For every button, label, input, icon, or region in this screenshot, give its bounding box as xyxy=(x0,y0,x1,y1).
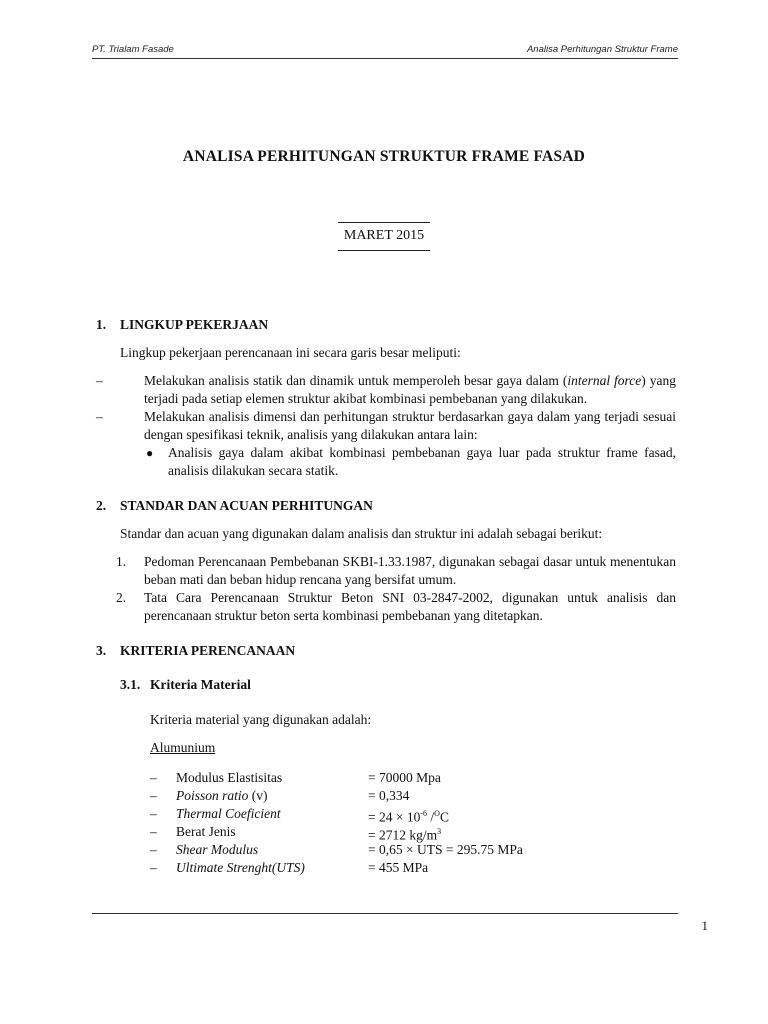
property-name: Modulus Elastisitas xyxy=(176,770,283,785)
property-value: = 455 MPa xyxy=(368,860,429,875)
dash-marker: – xyxy=(150,770,157,785)
subsection-number: 3.1. xyxy=(120,677,141,692)
property-name: Thermal Coeficient xyxy=(176,806,281,821)
property-value xyxy=(368,805,449,823)
list-item xyxy=(116,589,676,625)
section-title: KRITERIA PERENCANAAN xyxy=(120,643,296,658)
section-number: 1. xyxy=(96,317,107,332)
property-row xyxy=(150,769,676,787)
property-value: = 70000 Mpa xyxy=(368,770,441,785)
property-name-italic: Poisson ratio xyxy=(176,788,249,803)
paragraph: Standar dan acuan yang digunakan dalam analisis dan struktur ini adalah sebagai berikut: xyxy=(120,526,603,541)
numbered-list xyxy=(96,553,676,625)
property-value: = 0,65 × UTS = 295.75 MPa xyxy=(368,842,523,857)
property-row xyxy=(150,841,676,859)
property-symbol: (v) xyxy=(248,788,268,803)
dash-marker: – xyxy=(150,842,157,857)
section-number: 3. xyxy=(96,643,107,658)
dash-marker: – xyxy=(96,409,103,424)
dash-list xyxy=(96,372,676,444)
section-heading xyxy=(96,316,676,334)
property-row xyxy=(150,823,676,841)
dash-marker: – xyxy=(150,806,157,821)
item-italic-text: internal force xyxy=(567,373,642,388)
footer-rule xyxy=(92,913,678,914)
property-name: Shear Modulus xyxy=(176,842,259,857)
paragraph: Lingkup pekerjaan perencanaan ini secara garis besar meliputi: xyxy=(120,345,461,360)
value-unit: C xyxy=(439,809,449,825)
item-text: Pedoman Perencanaan Pembebanan SKBI-1.33.1987, digunakan sebagai dasar untuk menentukan beban mati dan beban hidup rencana yang bersifat umum. xyxy=(144,554,676,587)
material-properties xyxy=(96,769,676,877)
item-text: Tata Cara Perencanaan Struktur Beton SNI 03-2847-2002, digunakan untuk analisis dan perencanaan struktur beton serta kombinasi pembebanan yang ditetapkan. xyxy=(144,590,676,623)
section-title: STANDAR DAN ACUAN PERHITUNGAN xyxy=(120,498,373,513)
list-item xyxy=(96,408,676,444)
list-item xyxy=(96,444,676,480)
subsection-heading xyxy=(120,676,676,694)
paragraph: Kriteria material yang digunakan adalah: xyxy=(150,712,372,727)
header-company: PT. Trialam Fasade xyxy=(92,44,174,55)
list-item xyxy=(96,372,676,408)
dash-marker: – xyxy=(150,860,157,875)
subsection-title: Kriteria Material xyxy=(150,677,251,692)
section-number: 2. xyxy=(96,498,107,513)
item-number: 1. xyxy=(116,554,127,569)
value-exponent: 3 xyxy=(437,827,442,836)
item-number: 2. xyxy=(116,590,127,605)
dash-marker: – xyxy=(150,788,157,803)
running-header xyxy=(92,44,678,55)
page-number: 1 xyxy=(701,918,708,933)
value-part: = 24 × 10 xyxy=(368,809,421,825)
header-doc-title: Analisa Perhitungan Struktur Frame xyxy=(526,44,678,55)
property-row xyxy=(150,787,676,805)
list-item xyxy=(116,553,676,589)
document-date: MARET 2015 xyxy=(338,222,430,251)
property-row xyxy=(150,859,676,877)
header-rule xyxy=(92,58,678,59)
property-name: Berat Jenis xyxy=(176,824,236,839)
item-text: Analisis gaya dalam akibat kombinasi pembebanan gaya luar pada struktur frame fasad, analisis dilakukan secara statik. xyxy=(168,445,676,478)
property-value xyxy=(368,823,441,841)
property-row xyxy=(150,805,676,823)
value-exponent: -6 xyxy=(420,809,428,818)
value-degree: O xyxy=(434,809,440,818)
dash-marker: – xyxy=(96,373,103,388)
item-text: Melakukan analisis statik dan dinamik untuk memperoleh besar gaya dalam ( xyxy=(144,373,568,388)
section-heading xyxy=(96,642,676,660)
document-body xyxy=(96,316,676,877)
bullet-list xyxy=(96,444,676,480)
section-heading xyxy=(96,497,676,515)
item-text: ) yang terjadi pada setiap elemen struktur akibat kombinasi pembebanan yang dilakukan. xyxy=(144,373,676,406)
material-name: Alumunium xyxy=(150,740,216,755)
value-part: = 2712 kg/m xyxy=(368,827,438,843)
property-value: = 0,334 xyxy=(368,788,410,803)
date-block xyxy=(0,222,768,251)
property-name xyxy=(176,787,368,805)
document-title: ANALISA PERHITUNGAN STRUKTUR FRAME FASAD xyxy=(182,148,586,165)
bullet-marker: ● xyxy=(146,446,154,460)
item-text: Melakukan analisis dimensi dan perhitungan struktur berdasarkan gaya dalam yang terjadi sesuai dengan spesifikasi teknik, analisis yang dilakukan antara lain: xyxy=(144,409,676,442)
section-title: LINGKUP PEKERJAAN xyxy=(120,317,269,332)
dash-marker: – xyxy=(150,824,157,839)
value-part: / xyxy=(427,809,435,825)
property-name: Ultimate Strenght(UTS) xyxy=(176,860,305,875)
